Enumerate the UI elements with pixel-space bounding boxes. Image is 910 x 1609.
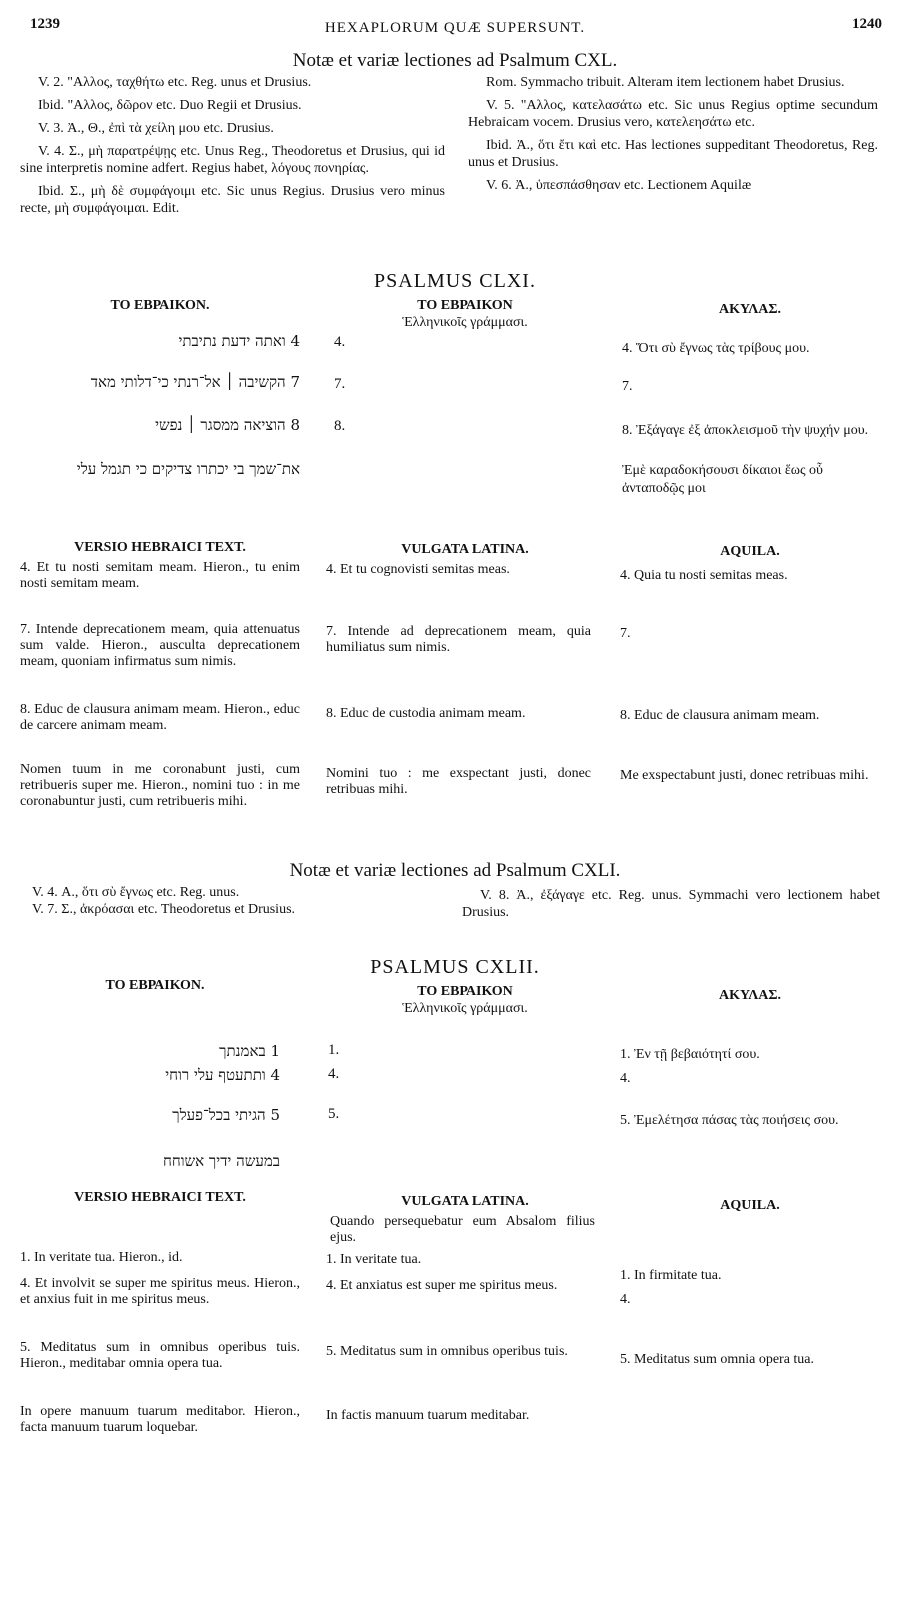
hebrew-verse: 7 הקשיבה ׀ אל־רנתי כי־דלותי מאד [90,373,300,391]
note-paragraph: Rom. Symmacho tribuit. Alteram item lectionem habet Drusius. [486,75,845,90]
hebrew-column-header: ΤΟ ΕΒΡΑΙΚΟΝ. [105,978,205,993]
note-paragraph: V. 3. Ἀ., Θ., ἐπὶ τὰ χείλη μου etc. Drusius. [38,121,274,136]
transliteration-column-header: ΤΟ ΕΒΡΑΙΚΟΝ [417,298,513,313]
verse-number: 5. [328,1106,340,1122]
note-paragraph: V. 6. Ἀ., ὑπεσπάσθησαν etc. Lectionem Aquilæ [486,178,752,193]
vulgata-verse: 1. In veritate tua. [326,1252,422,1267]
note-paragraph: Ibid. Ἀ., ὅτι ἔτι καὶ etc. Has lectiones suppeditant Theodoretus, Reg. unus et Drusius. [468,138,878,170]
transliteration-column-subheader: Ἑλληνικοῖς γράμμασι. [402,1001,528,1016]
note-paragraph: V. 4. Σ., μὴ παρατρέψῃς etc. Unus Reg., Theodoretus et Drusius, qui id sine interpretis nomine adfert. Regius habet, λόγους πονηρίας. [20,144,445,176]
aquila-column-header: ΑΚΥΛΑΣ. [718,988,782,1003]
vulgata-verse: 4. Et anxiatus est super me spiritus meus. [326,1278,558,1293]
aquila-greek-verse: 4. [620,1071,631,1086]
notes-cxli-title: Notæ et variæ lectiones ad Psalmum CXLI. [289,860,621,881]
hebrew-column-header: ΤΟ ΕΒΡΑΙΚΟΝ. [110,298,210,313]
aquila-latin-verse: 7. [620,626,631,641]
aquila-latin-verse: 5. Meditatus sum omnia opera tua. [620,1352,815,1367]
vulgata-verse: 4. Et tu cognovisti semitas meas. [326,562,510,577]
aquila-greek-verse: 7. [622,379,633,394]
hebrew-verse: 8 הוציאה ממסגר ׀ נפשי [155,416,300,434]
transliteration-column-header: ΤΟ ΕΒΡΑΙΚΟΝ [417,984,513,999]
vulgata-verse: 5. Meditatus sum in omnibus operibus tuis. [326,1344,568,1359]
page-number-right: 1240 [852,16,882,32]
psalm-cxlii-title: PSALMUS CXLII. [370,956,540,978]
note-paragraph: V. 2. "Αλλος, ταχθήτω etc. Reg. unus et Drusius. [38,75,312,90]
notes-cxl-title: Notæ et variæ lectiones ad Psalmum CXL. [292,50,618,71]
page-number-left: 1239 [30,16,60,32]
vulgata-verse: 7. Intende ad deprecationem meam, quia humiliatus sum nimis. [326,624,591,655]
psalm-cxli-title: PSALMUS CLXI. [374,270,536,292]
vulgata-header: VULGATA LATINA. [401,1194,529,1209]
vulgata-verse: Nomini tuo : me exspectant justi, donec retribuas mihi. [326,766,591,797]
aquila-latin-header: AQUILA. [720,1198,780,1213]
hebrew-verse: 4 ואתה ידעת נתיבתי [178,332,300,350]
versio-verse: 4. Et tu nosti semitam meam. Hieron., tu enim nosti semitam meam. [20,560,300,591]
aquila-greek-verse: Ἐμὲ καραδοκήσουσι δίκαιοι ἕως οὗ ἀνταποδῷς μοι [622,463,823,496]
aquila-greek-verse: 1. Ἐν τῇ βεβαιότητί σου. [620,1047,760,1062]
versio-verse: In opere manuum tuarum meditabor. Hieron., facta manuum tuarum loquebar. [20,1404,300,1435]
versio-verse: 7. Intende deprecationem meam, quia attenuatus sum valde. Hieron., ausculta deprecationem meam, quoniam infirmatus sum nimis. [20,622,300,669]
vulgata-verse: 8. Educ de custodia animam meam. [326,706,526,721]
note-paragraph: V. 8. Ἀ., ἐξάγαγε etc. Reg. unus. Symmachi vero lectionem habet Drusius. [462,888,880,920]
notes-cxl-left-column [20,74,445,223]
running-title: HEXAPLORUM QUÆ SUPERSUNT. [324,20,586,36]
aquila-latin-verse: 4. [620,1292,631,1307]
hebrew-verse: 4 ותתעטף עלי רוחי [165,1066,280,1084]
aquila-latin-verse: Me exspectabunt justi, donec retribuas mihi. [620,768,869,783]
hebrew-verse: במעשה ידיך אשוחח [162,1152,280,1170]
versio-verse: 5. Meditatus sum in omnibus operibus tuis. Hieron., meditabar omnia opera tua. [20,1340,300,1371]
vulgata-intro: Quando persequebatur eum Absalom filius ejus. [330,1214,595,1245]
aquila-greek-verse: 4. Ὅτι σὺ ἔγνως τὰς τρίβους μου. [622,341,810,356]
vulgata-verse: In factis manuum tuarum meditabar. [326,1408,530,1423]
versio-verse: 4. Et involvit se super me spiritus meus. Hieron., et anxius fuit in me spiritus meus. [20,1276,300,1307]
versio-header: VERSIO HEBRAICI TEXT. [74,540,246,555]
verse-number: 4. [328,1066,340,1082]
aquila-latin-verse: 1. In firmitate tua. [620,1268,722,1283]
versio-verse: Nomen tuum in me coronabunt justi, cum retribueris super me. Hieron., nomini tuo : in me coronabuntur justi, cum retribueris mihi. [20,762,300,809]
verse-number: 7. [334,376,346,392]
note-paragraph: Ibid. "Αλλος, δῶρον etc. Duo Regii et Drusius. [38,98,302,113]
aquila-greek-verse: 8. Ἐξάγαγε ἐξ ἀποκλεισμοῦ τὴν ψυχήν μου. [622,423,869,438]
transliteration-column-subheader: Ἑλληνικοῖς γράμμασι. [402,315,528,330]
hebrew-verse: 5 הגיתי בכל־פעלך [172,1106,280,1124]
hebrew-verse: את־שמך בי יכתרו צדיקים כי תגמל עלי [76,460,300,478]
note-line: V. 7. Σ., ἀκρόασαι etc. Theodoretus et Drusius. [32,902,296,917]
notes-cxli-left-column [32,884,452,918]
note-paragraph: Ibid. Σ., μὴ δὲ συμφάγοιμι etc. Sic unus Regius. Drusius vero minus recte, μὴ συμφάγοιμαι. Edit. [20,184,445,216]
notes-cxl-right-column [468,74,878,200]
hebrew-verse: 1 באמנתך [219,1042,280,1060]
aquila-column-header: ΑΚΥΛΑΣ. [718,302,782,317]
aquila-latin-verse: 8. Educ de clausura animam meam. [620,708,820,723]
aquila-latin-header: AQUILA. [720,544,780,559]
vulgata-header: VULGATA LATINA. [401,542,529,557]
aquila-latin-verse: 4. Quia tu nosti semitas meas. [620,568,788,583]
note-paragraph: V. 5. "Αλλος, κατελασάτω etc. Sic unus Regius optime secundum Hebraicam vocem. Drusius vero, κατελεησάτω etc. [468,98,878,130]
aquila-greek-verse: 5. Ἐμελέτησα πάσας τὰς ποιήσεις σου. [620,1113,839,1128]
versio-header: VERSIO HEBRAICI TEXT. [74,1190,246,1205]
versio-verse: 1. In veritate tua. Hieron., id. [20,1250,183,1265]
versio-verse: 8. Educ de clausura animam meam. Hieron., educ de carcere animam meam. [20,702,300,733]
note-line: V. 4. Α., ὅτι σὺ ἔγνως etc. Reg. unus. [32,885,240,900]
verse-number: 8. [334,418,346,434]
verse-number: 4. [334,334,346,350]
verse-number: 1. [328,1042,340,1058]
